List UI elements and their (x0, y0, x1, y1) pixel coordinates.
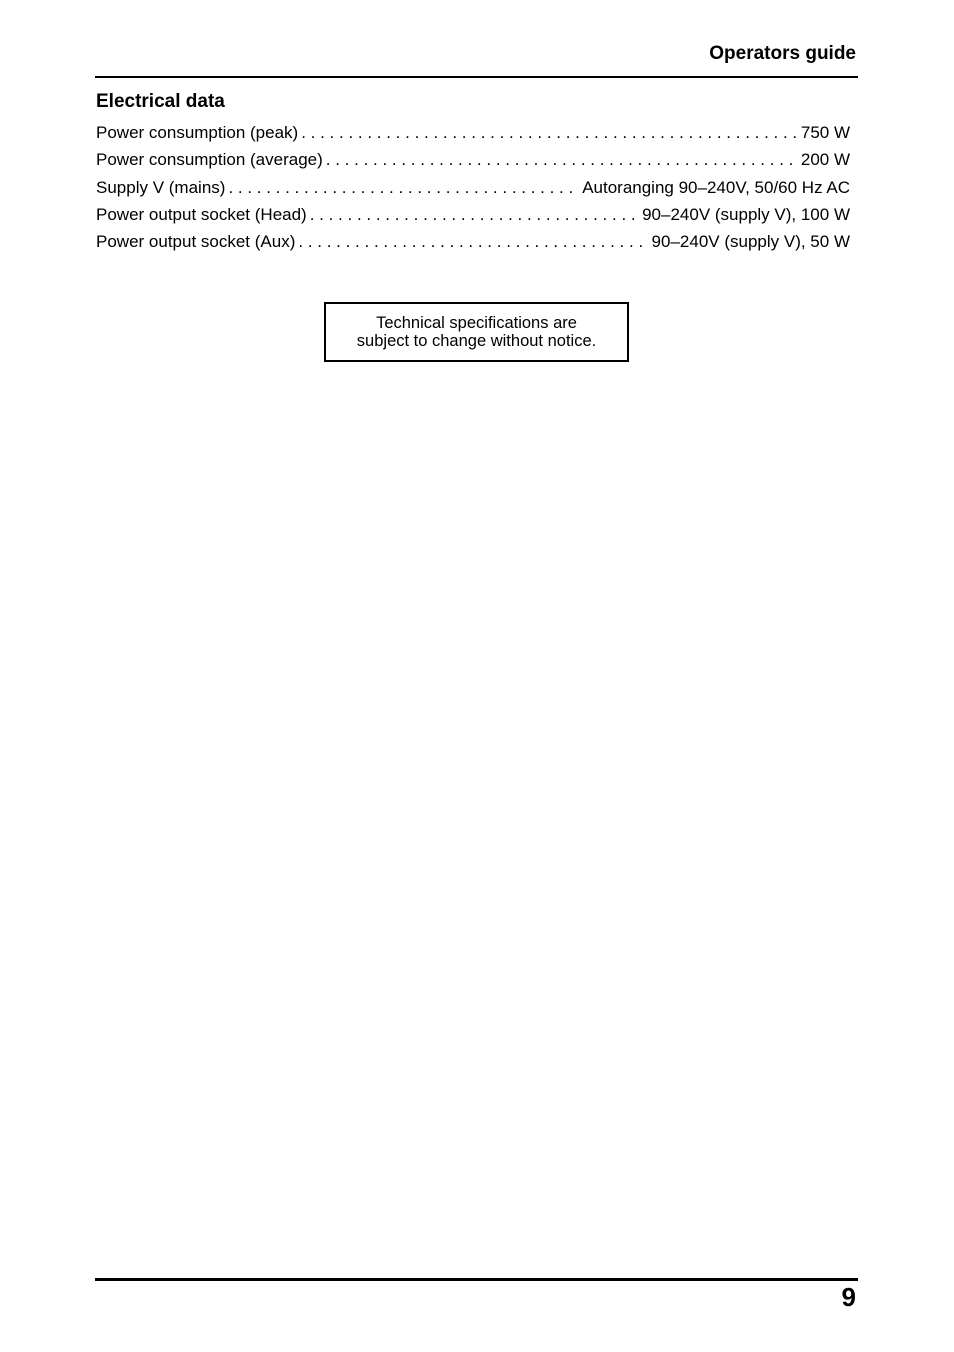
header-rule (95, 76, 858, 78)
notice-line: Technical specifications are (376, 313, 577, 332)
spec-row-output-head (96, 203, 850, 230)
dot-leader (310, 203, 639, 227)
notice-line: subject to change without notice. (356, 332, 597, 350)
page-number: 9 (841, 1282, 856, 1312)
dot-leader (301, 121, 798, 145)
spec-label: Power output socket (Aux) (96, 232, 296, 252)
dot-leader (228, 176, 579, 200)
spec-value: 750 W (800, 123, 850, 142)
spec-row-power-peak (96, 121, 850, 148)
spec-label: Power output socket (Head) (96, 204, 307, 224)
spec-label: Power consumption (average) (96, 150, 323, 170)
spec-value: Autoranging 90–240V, 50/60 Hz AC (582, 177, 850, 197)
spec-label: Power consumption (peak) (96, 123, 299, 142)
spec-row-supply-voltage (96, 176, 850, 203)
footer-rule (95, 1278, 858, 1281)
spec-value: 200 W (800, 150, 850, 170)
running-header-title: Operators guide (709, 43, 856, 64)
spec-value: 90–240V (supply V), 50 W (651, 232, 850, 252)
spec-label: Supply V (mains) (96, 177, 226, 197)
dot-leader (326, 148, 798, 172)
section-title: Electrical data (96, 91, 225, 112)
spec-row-output-aux (96, 230, 850, 257)
electrical-spec-list (96, 121, 850, 257)
spec-row-power-average (96, 148, 850, 175)
dot-leader (298, 230, 648, 254)
spec-value: 90–240V (supply V), 100 W (642, 204, 850, 224)
specification-notice-box (324, 302, 629, 362)
